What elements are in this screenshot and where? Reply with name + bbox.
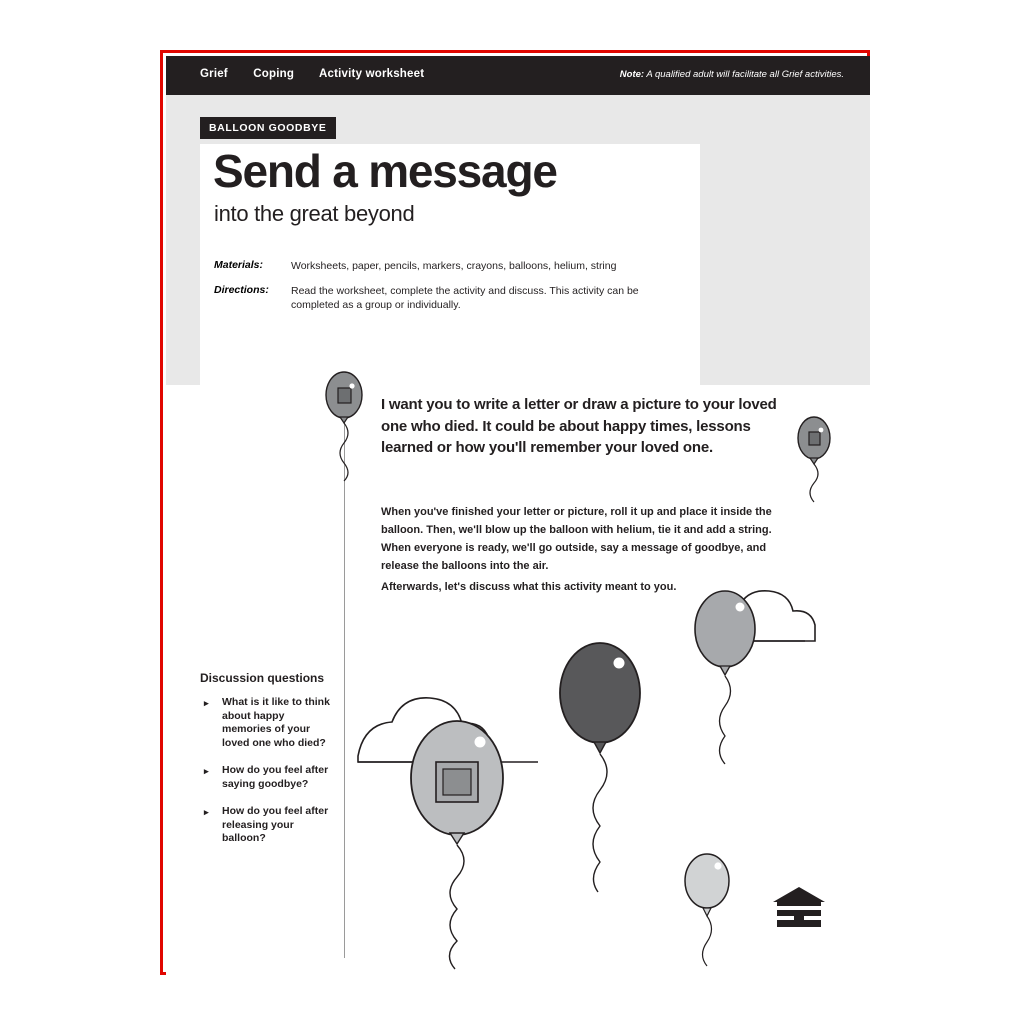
balloon-dark <box>560 643 640 892</box>
discussion-question-text: How do you feel after saying goodbye? <box>222 764 329 790</box>
breadcrumb <box>200 68 446 80</box>
instruction-paragraph: When you've finished your letter or picture, roll it up and place it inside the balloon. Then, we'll blow up the balloon with helium, tie it and add a string. When everyone is ready, we'll go outside, say a message of goodbye, and release the balloons into the air. <box>381 506 772 572</box>
facilitator-note <box>620 69 844 80</box>
note-text: A qualified adult will facilitate all Grief activities. <box>644 69 844 80</box>
lead-paragraph: I want you to write a letter or draw a picture to your loved one who died. It could be about happy times, lessons learned or how you'll remember your loved one. <box>381 396 777 456</box>
cloud-icon <box>358 698 490 762</box>
balloon-small-bottom <box>685 854 729 966</box>
worksheet-sheet <box>166 56 870 975</box>
worksheet-frame <box>160 50 870 975</box>
bullet-arrow-icon: ▸ <box>204 698 209 708</box>
closing-paragraph: Afterwards, let's discuss what this activity meant to you. <box>381 581 677 593</box>
cloud-icon <box>711 591 815 641</box>
discussion-question-text: What is it like to think about happy memories of your loved one who died? <box>222 696 330 749</box>
balloon-large-light <box>411 721 503 969</box>
breadcrumb-item-coping[interactable]: Coping <box>253 68 295 80</box>
balloon-small-right <box>798 417 830 502</box>
top-bar <box>166 56 870 95</box>
materials-label: Materials: <box>214 259 264 271</box>
note-label: Note: <box>619 69 645 80</box>
house-logo-icon <box>770 885 828 933</box>
column-divider <box>344 388 345 958</box>
list-item <box>200 696 330 750</box>
page-title: Send a message <box>213 145 557 197</box>
materials-value: Worksheets, paper, pencils, markers, crayons, balloons, helium, string <box>291 260 617 272</box>
balloon-mid-right <box>695 591 755 764</box>
breadcrumb-item-activity-worksheet[interactable]: Activity worksheet <box>319 68 425 80</box>
discussion-question-text: How do you feel after releasing your balloon? <box>222 805 329 844</box>
list-item <box>200 805 330 846</box>
directions-label: Directions: <box>214 284 269 296</box>
page-subtitle: into the great beyond <box>214 201 415 226</box>
discussion-questions-list <box>200 696 330 860</box>
directions-value: Read the worksheet, complete the activity and discuss. This activity can be completed as a group or individually. <box>291 285 639 311</box>
discussion-questions-title: Discussion questions <box>200 671 325 685</box>
breadcrumb-item-grief[interactable]: Grief <box>200 68 228 80</box>
bullet-arrow-icon: ▸ <box>204 807 209 817</box>
list-item <box>200 764 330 791</box>
kicker-badge: BALLOON GOODBYE <box>200 117 336 139</box>
bullet-arrow-icon: ▸ <box>204 766 209 776</box>
